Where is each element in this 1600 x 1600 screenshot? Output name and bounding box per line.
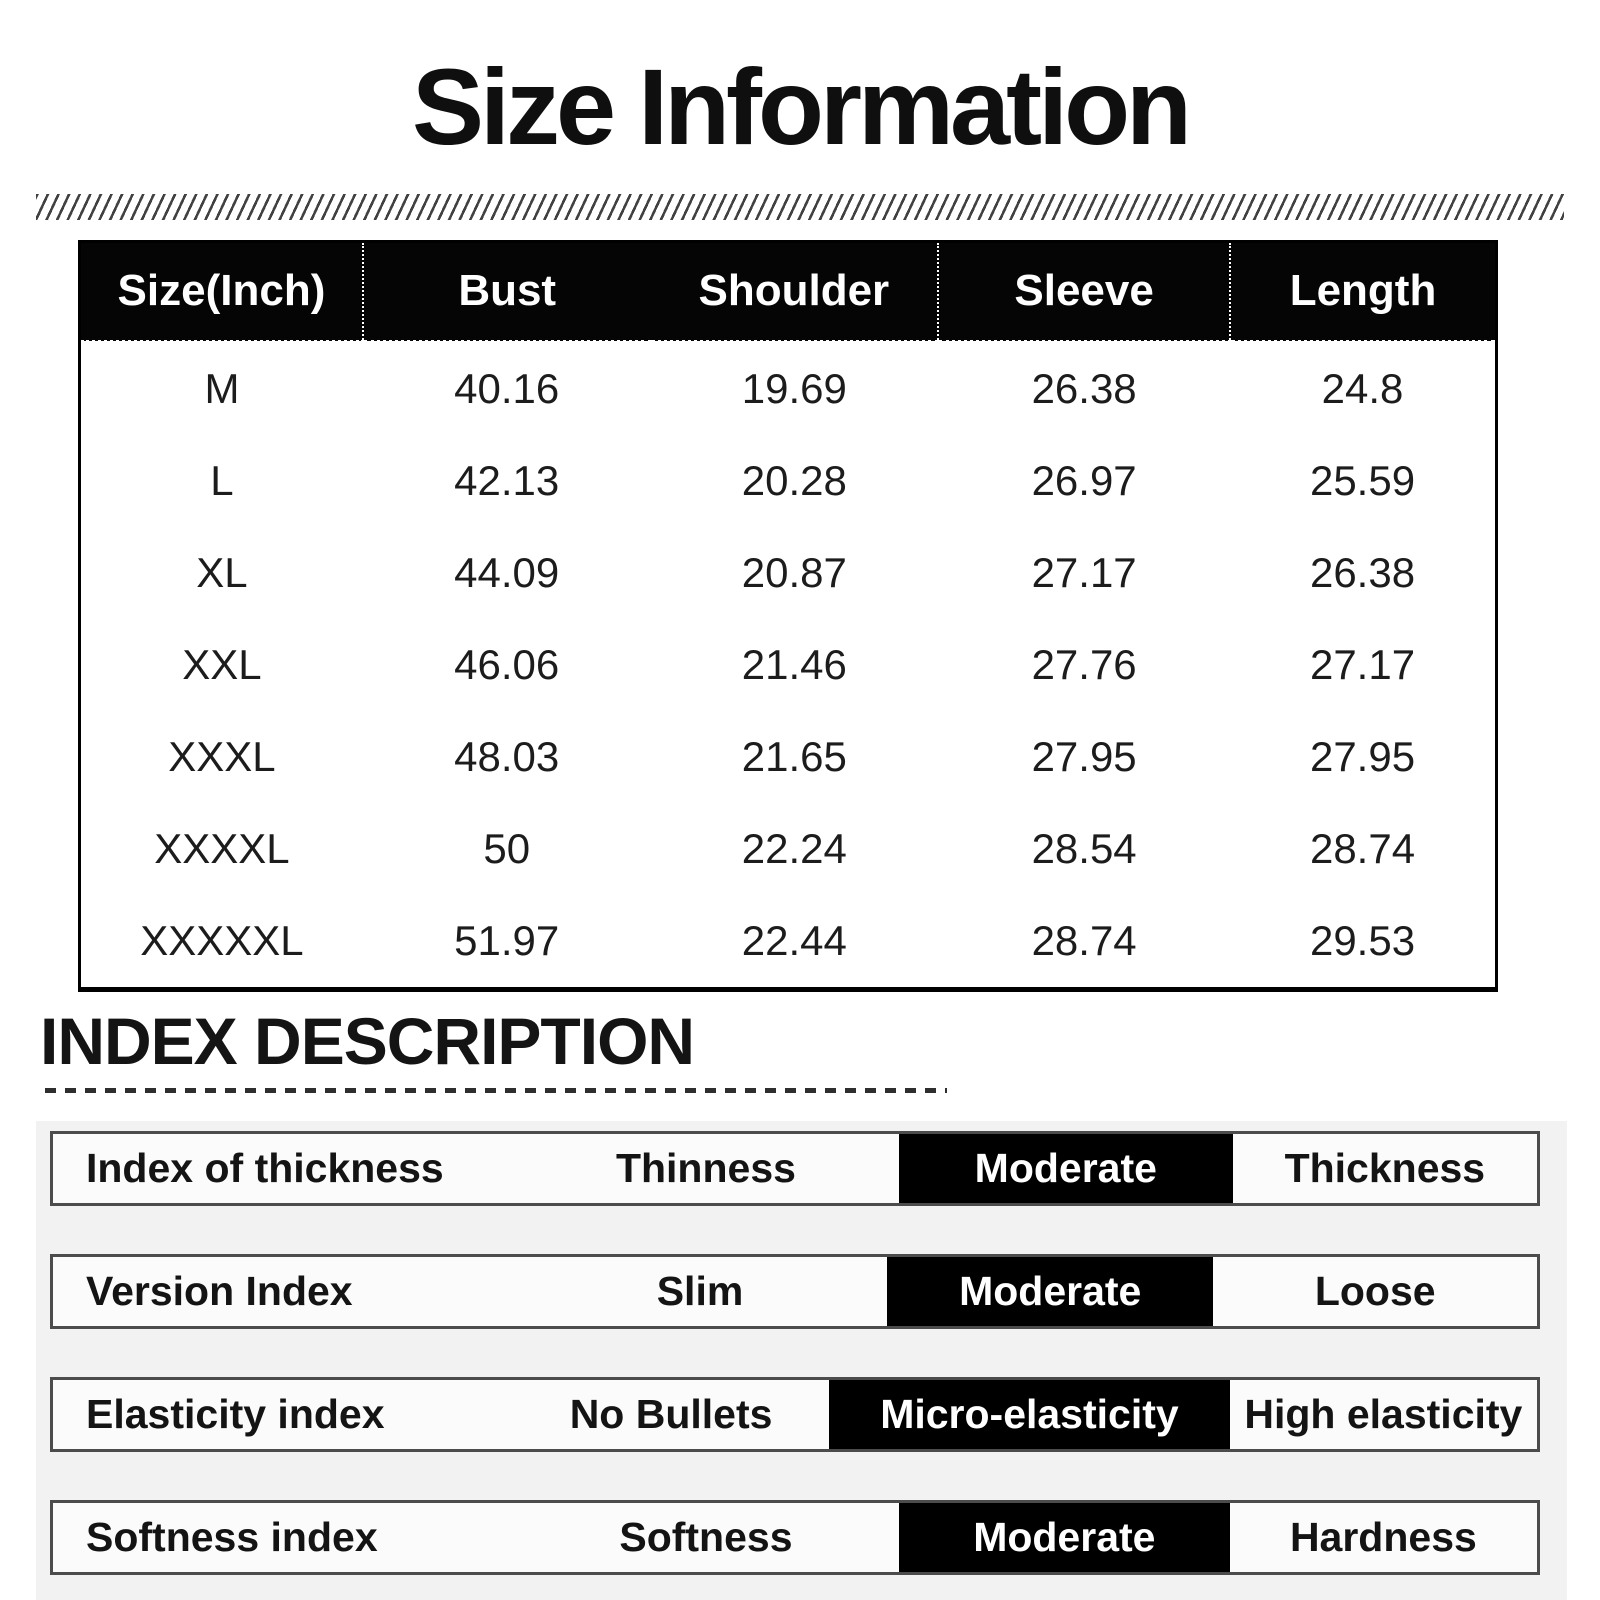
sleeve-value: 28.54 (938, 803, 1230, 895)
col-header-bust: Bust (363, 241, 651, 341)
size-table (78, 240, 1498, 992)
index-option: Hardness (1289, 1513, 1477, 1560)
size-label: XL (80, 527, 363, 619)
index-row-label: Elasticity index (86, 1390, 385, 1437)
index-option-selected: Moderate (887, 1257, 1213, 1326)
index-option: Thinness (615, 1144, 796, 1191)
col-header-sleeve: Sleeve (938, 241, 1230, 341)
dashed-underline (45, 1088, 947, 1093)
index-option: Softness (619, 1513, 793, 1560)
bust-value: 51.97 (363, 895, 651, 990)
shoulder-value: 21.46 (651, 619, 939, 711)
bust-value: 48.03 (363, 711, 651, 803)
shoulder-value: 21.65 (651, 711, 939, 803)
length-value: 24.8 (1230, 341, 1496, 435)
sleeve-value: 26.97 (938, 435, 1230, 527)
index-option: No Bullets (569, 1390, 773, 1437)
length-value: 27.17 (1230, 619, 1496, 711)
bust-value: 44.09 (363, 527, 651, 619)
length-value: 29.53 (1230, 895, 1496, 990)
index-option: Thickness (1284, 1144, 1486, 1191)
index-description-heading: INDEX DESCRIPTION (40, 1003, 695, 1078)
bust-value: 40.16 (363, 341, 651, 435)
length-value: 26.38 (1230, 527, 1496, 619)
size-label: XXXL (80, 711, 363, 803)
index-option-selected: Micro-elasticity (829, 1380, 1230, 1449)
table-row (80, 803, 1497, 895)
table-row (80, 341, 1497, 435)
table-row (80, 711, 1497, 803)
sleeve-value: 27.17 (938, 527, 1230, 619)
table-row (80, 619, 1497, 711)
hatched-divider (36, 194, 1564, 220)
index-row-softness (50, 1500, 1540, 1575)
size-label: XXXXXL (80, 895, 363, 990)
index-option: Loose (1314, 1267, 1436, 1314)
index-row-label: Softness index (86, 1513, 378, 1560)
bust-value: 42.13 (363, 435, 651, 527)
size-label: XXL (80, 619, 363, 711)
size-label: M (80, 341, 363, 435)
size-label: XXXXL (80, 803, 363, 895)
index-row-label: Version Index (86, 1267, 353, 1314)
shoulder-value: 20.87 (651, 527, 939, 619)
index-option: Slim (656, 1267, 744, 1314)
index-row-version (50, 1254, 1540, 1329)
table-row (80, 895, 1497, 990)
index-row-elasticity (50, 1377, 1540, 1452)
index-option-selected: Moderate (899, 1503, 1230, 1572)
shoulder-value: 19.69 (651, 341, 939, 435)
bust-value: 46.06 (363, 619, 651, 711)
index-row-label: Index of thickness (86, 1144, 444, 1191)
page-title: Size Information (411, 46, 1189, 167)
table-row (80, 435, 1497, 527)
length-value: 27.95 (1230, 711, 1496, 803)
shoulder-value: 22.44 (651, 895, 939, 990)
size-table-header-row (80, 241, 1497, 341)
sleeve-value: 28.74 (938, 895, 1230, 990)
col-header-length: Length (1230, 241, 1496, 341)
shoulder-value: 20.28 (651, 435, 939, 527)
length-value: 28.74 (1230, 803, 1496, 895)
col-header-shoulder: Shoulder (651, 241, 939, 341)
length-value: 25.59 (1230, 435, 1496, 527)
size-label: L (80, 435, 363, 527)
sleeve-value: 26.38 (938, 341, 1230, 435)
sleeve-value: 27.95 (938, 711, 1230, 803)
index-row-thickness (50, 1131, 1540, 1206)
index-rows-panel (36, 1121, 1567, 1600)
index-option-selected: Moderate (899, 1134, 1233, 1203)
sleeve-value: 27.76 (938, 619, 1230, 711)
bust-value: 50 (363, 803, 651, 895)
col-header-size-inch: Size(Inch) (80, 241, 363, 341)
shoulder-value: 22.24 (651, 803, 939, 895)
index-option: High elasticity (1244, 1390, 1523, 1437)
table-row (80, 527, 1497, 619)
